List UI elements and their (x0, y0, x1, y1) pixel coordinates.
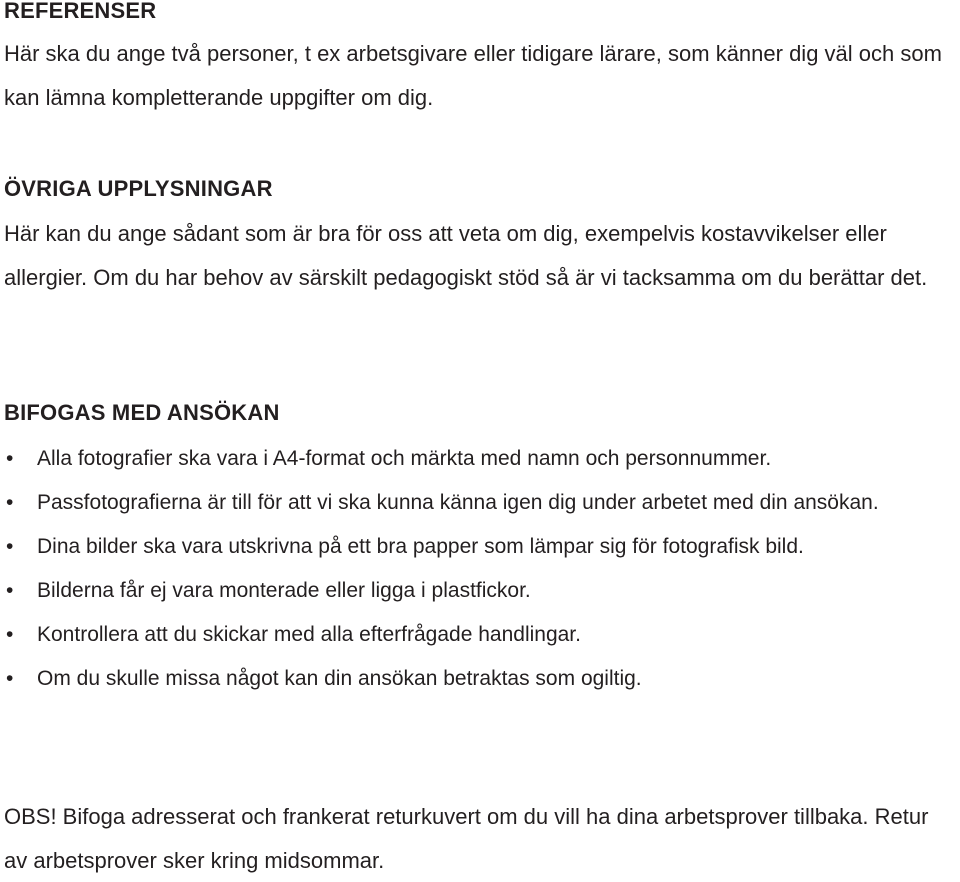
list-item (4, 437, 954, 481)
section-heading-ovriga-upplysningar: ÖVRIGA UPPLYSNINGAR (4, 176, 273, 201)
list-item-text: Om du skulle missa något kan din ansökan betraktas som ogiltig. (37, 667, 642, 690)
list-item (4, 481, 954, 525)
section-heading-bifogas-med-ansokan: BIFOGAS MED ANSÖKAN (4, 400, 280, 425)
bifogas-list (4, 437, 954, 701)
list-item-text: Dina bilder ska vara utskrivna på ett bra papper som lämpar sig för fotografisk bild. (37, 535, 804, 558)
bullet-icon: • (6, 667, 14, 690)
list-item (4, 525, 954, 569)
list-item (4, 613, 954, 657)
list-item-text: Passfotografierna är till för att vi ska kunna känna igen dig under arbetet med din ansökan. (37, 491, 879, 514)
list-item-text: Kontrollera att du skickar med alla efterfrågade handlingar. (37, 623, 581, 646)
obs-paragraph: OBS! Bifoga adresserat och frankerat returkuvert om du vill ha dina arbetsprover tillbaka. Retur av arbetsprover sker kring midsommar. (4, 804, 929, 873)
list-item-text: Bilderna får ej vara monterade eller ligga i plastfickor. (37, 579, 531, 602)
section-heading-referenser: REFERENSER (4, 0, 157, 23)
referenser-paragraph: Här ska du ange två personer, t ex arbetsgivare eller tidigare lärare, som känner dig väl och som kan lämna kompletterande uppgifter om dig. (4, 41, 942, 110)
bullet-icon: • (6, 579, 14, 602)
bullet-icon: • (6, 447, 14, 470)
list-item (4, 657, 954, 701)
list-item (4, 569, 954, 613)
bullet-icon: • (6, 491, 14, 514)
bullet-icon: • (6, 535, 14, 558)
ovriga-upplysningar-paragraph: Här kan du ange sådant som är bra för oss att veta om dig, exempelvis kostavvikelser eller allergier. Om du har behov av särskilt pedagogiskt stöd så är vi tacksamma om du berättar det. (4, 221, 928, 290)
bullet-icon: • (6, 623, 14, 646)
list-item-text: Alla fotografier ska vara i A4-format och märkta med namn och personnummer. (37, 447, 772, 470)
